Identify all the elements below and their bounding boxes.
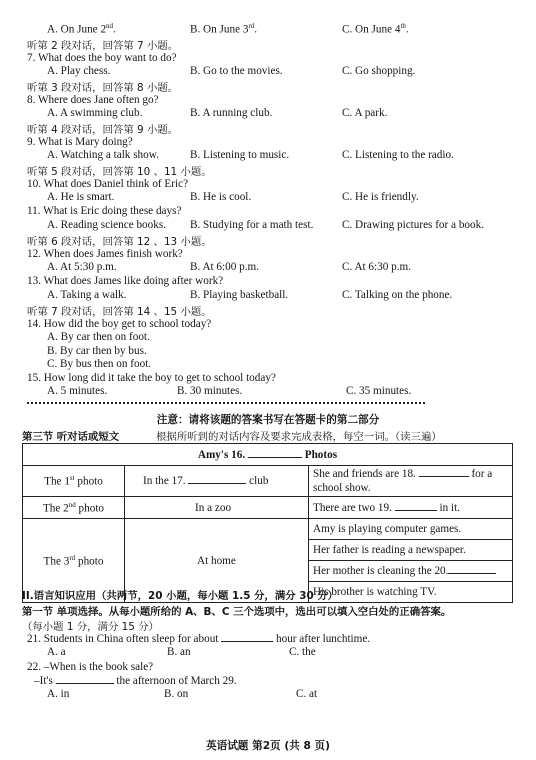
option-c: C. the	[289, 646, 316, 658]
question-22-stem: 22. –When is the book sale?	[27, 661, 154, 673]
question-9-stem: 9. What is Mary doing?	[27, 136, 133, 148]
option-a: A. a	[47, 646, 66, 658]
option-b: B. On June 3rd.	[190, 22, 258, 36]
part-2-section-1: 第一节 单项选择。从每小题所给的 A、B、C 三个选项中，选出可以填入空白处的正确答案。	[22, 606, 452, 618]
blank-17[interactable]	[188, 483, 246, 484]
option-a: A. A swimming club.	[47, 107, 143, 119]
option-a: A. On June 2nd.	[47, 22, 116, 36]
option-a: A. Taking a walk.	[47, 289, 127, 301]
question-22-line-2: –It's the afternoon of March 29.	[34, 675, 237, 687]
question-11-stem: 11. What is Eric doing these days?	[27, 205, 182, 217]
row-1-label: The 1st photo	[23, 466, 125, 497]
option-b: B. At 6:00 p.m.	[190, 261, 259, 273]
question-14-stem: 14. How did the boy get to school today?	[27, 318, 212, 330]
question-14-option-a: A. By car then on foot.	[47, 331, 150, 343]
option-b: B. Listening to music.	[190, 149, 290, 161]
option-c: C. at	[296, 688, 318, 700]
option-b: B. on	[164, 688, 189, 700]
header-text: Amy's 16.	[197, 448, 246, 461]
option-a: A. Play chess.	[47, 65, 111, 77]
question-21-stem: 21. Students in China often sleep for about hour after lunchtime.	[27, 633, 371, 645]
question-15-stem: 15. How long did it take the boy to get to school today?	[27, 372, 276, 384]
blank-20[interactable]	[448, 573, 496, 574]
blank-18[interactable]	[419, 476, 469, 477]
option-a: A. in	[47, 688, 70, 700]
option-b: B. He is cool.	[190, 191, 252, 203]
instruction-6: 听第 6 段对话，回答第 12 、13 小题。	[27, 236, 212, 248]
option-c: C. Drawing pictures for a book.	[342, 219, 484, 231]
option-c: C. A park.	[342, 107, 388, 119]
answer-sheet-note: 注意：请将该题的答案书写在答题卡的第二部分	[156, 414, 380, 426]
row-3-label: The 3rd photo	[23, 519, 125, 603]
instruction-4: 听第 4 段对话，回答第 9 小题。	[27, 124, 179, 136]
row-2-place: In a zoo	[125, 497, 309, 519]
page-footer: 英语试题 第2页 (共 8 页)	[206, 740, 330, 752]
option-b: B. A running club.	[190, 107, 273, 119]
option-c: C. At 6:30 p.m.	[342, 261, 411, 273]
option-c: C. Listening to the radio.	[342, 149, 454, 161]
instruction-3: 听第 3 段对话，回答第 8 小题。	[27, 82, 179, 94]
part-2-title: II.语言知识应用（共两节，20 小题，每小题 1.5 分，满分 30 分）	[22, 590, 339, 602]
option-a: A. He is smart.	[47, 191, 115, 203]
instruction-2: 听第 2 段对话，回答第 7 小题。	[27, 40, 179, 52]
row-2-detail: There are two 19. in it.	[309, 497, 513, 519]
detail-line: Her mother is cleaning the 20.	[309, 561, 512, 582]
option-c: C. 35 minutes.	[346, 385, 412, 397]
option-c: C. Talking on the phone.	[342, 289, 453, 301]
option-c: C. Go shopping.	[342, 65, 416, 77]
detail-line: Her father is reading a newspaper.	[309, 540, 512, 561]
row-2-label: The 2nd photo	[23, 497, 125, 519]
option-a: A. At 5:30 p.m.	[47, 261, 117, 273]
option-b: B. an	[167, 646, 191, 658]
section-3-description: 根据所听到的对话内容及要求完成表格，每空一词。（读三遍）	[156, 431, 442, 443]
part-2-score: （每小题 1 分，满分 15 分）	[22, 621, 159, 633]
instruction-7: 听第 7 段对话，回答第 14 、15 小题。	[27, 306, 212, 318]
detail-line: His brother is watching TV.	[313, 586, 437, 598]
option-b: B. 30 minutes.	[177, 385, 243, 397]
question-14-option-c: C. By bus then on foot.	[47, 358, 152, 370]
blank-16[interactable]	[248, 457, 302, 458]
option-b: B. Go to the movies.	[190, 65, 283, 77]
instruction-5: 听第 5 段对话，回答第 10 、11 小题。	[27, 166, 212, 178]
option-b: B. Studying for a math test.	[190, 219, 314, 231]
detail-line: Amy is playing computer games.	[309, 519, 512, 540]
dotted-divider	[27, 402, 425, 404]
option-c: C. He is friendly.	[342, 191, 419, 203]
option-a: A. Reading science books.	[47, 219, 166, 231]
row-1-place: In the 17. club	[125, 466, 309, 497]
question-12-stem: 12. When does James finish work?	[27, 248, 183, 260]
table-header	[23, 444, 513, 466]
blank-22[interactable]	[56, 683, 114, 684]
section-3-title: 第三节 听对话或短文	[22, 431, 120, 443]
question-7-stem: 7. What does the boy want to do?	[27, 52, 177, 64]
question-10-stem: 10. What does Daniel think of Eric?	[27, 178, 189, 190]
question-14-option-b: B. By car then by bus.	[47, 345, 147, 357]
blank-19[interactable]	[395, 510, 437, 511]
option-a: A. 5 minutes.	[47, 385, 108, 397]
row-1-detail: She and friends are 18. for a school show.	[309, 466, 513, 497]
row-3-place: At home	[125, 519, 309, 603]
option-a: A. Watching a talk show.	[47, 149, 159, 161]
option-c: C. On June 4th.	[342, 22, 409, 36]
option-b: B. Playing basketball.	[190, 289, 289, 301]
question-13-stem: 13. What does James like doing after work?	[27, 275, 224, 287]
header-text: Photos	[304, 448, 338, 461]
question-8-stem: 8. Where does Jane often go?	[27, 94, 159, 106]
photo-table	[22, 443, 513, 603]
blank-21[interactable]	[221, 641, 273, 642]
